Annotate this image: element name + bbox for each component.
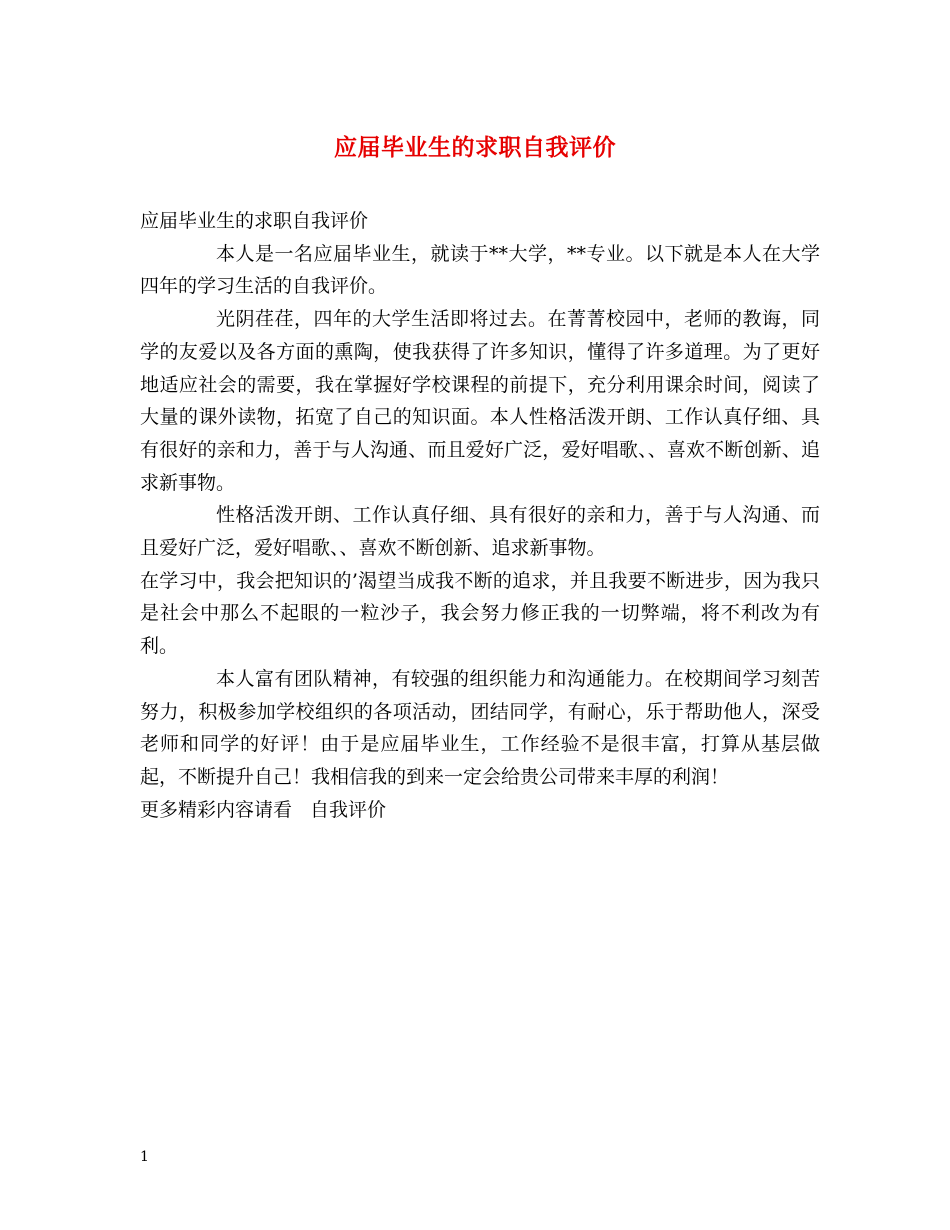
more-content-text: 更多精彩内容请看 [140,798,293,821]
paragraph-intro: 本人是一名应届毕业生，就读于**大学，**专业。以下就是本人在大学四年的学习生活的自我评价。 [140,242,820,298]
document-title: 应届毕业生的求职自我评价 [334,134,616,161]
document-subtitle: 应届毕业生的求职自我评价 [140,210,369,232]
more-content-link[interactable]: 自我评价 [310,798,387,821]
page-number: 1 [140,1149,149,1165]
document-body [140,205,820,826]
paragraph-personality: 性格活泼开朗、工作认真仔细、具有很好的亲和力，善于与人沟通、而且爱好广泛，爱好唱歌、、喜欢不断创新、追求新事物。 [140,504,820,560]
paragraph-teamwork: 本人富有团队精神，有较强的组织能力和沟通能力。在校期间学习刻苦努力，积极参加学校组织的各项活动，团结同学，有耐心，乐于帮助他人，深受老师和同学的好评！由于是应届毕业生，工作经验不是很丰富，打算从基层做起，不断提升自己！我相信我的到来一定会给贵公司带来丰厚的利润！ [140,667,820,788]
paragraph-learning: 在学习中，我会把知识的’渴望当成我不断的追求，并且我要不断进步，因为我只是社会中那么不起眼的一粒沙子，我会努力修正我的一切弊端，将不利改为有利。 [140,569,820,658]
paragraph-university-life: 光阴荏荏，四年的大学生活即将过去。在菁菁校园中，老师的教诲，同学的友爱以及各方面的熏陶，使我获得了许多知识，懂得了许多道理。为了更好地适应社会的需要，我在掌握好学校课程的前提下，充分利用课余时间，阅读了大量的课外读物，拓宽了自己的知识面。本人性格活泼开朗、工作认真仔细、具有很好的亲和力，善于与人沟通、而且爱好广泛，爱好唱歌、、喜欢不断创新、追求新事物。 [140,308,820,494]
more-content-line [140,794,820,827]
